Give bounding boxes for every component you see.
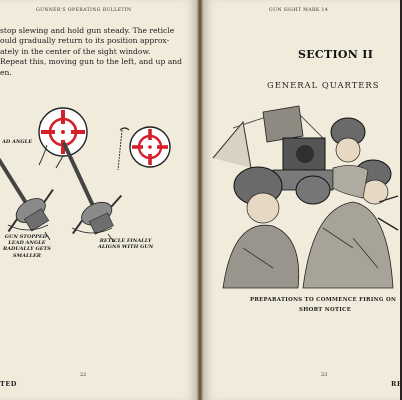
label-reticle-aligns: RETICLE FINALLY ALIGNS WITH GUN	[98, 238, 154, 251]
left-running-head: GUNNER'S OPERATING BULLETIN	[36, 8, 132, 13]
illustration-caption-line1: PREPARATIONS TO COMMENCE FIRING ON	[250, 297, 397, 303]
body-line: stop slewing and hold gun steady. The reticle	[0, 26, 175, 35]
label-gun-stopped: GUN STOPPED- LEAD ANGLE RADUALLY GETS SMALLER	[3, 234, 51, 259]
label-lead-angle: AD ANGLE	[2, 139, 33, 145]
right-footer: RE	[391, 380, 402, 388]
gun-crew-illustration	[203, 98, 400, 298]
right-page-number: 23	[321, 372, 328, 378]
section-subtitle: GENERAL QUARTERS	[267, 80, 380, 90]
left-page-number: 22	[80, 372, 87, 378]
left-page	[0, 0, 197, 400]
illustration-caption-line2: SHORT NOTICE	[299, 307, 352, 313]
right-page	[203, 0, 400, 400]
body-line: ately in the center of the sight window.	[0, 46, 151, 56]
body-line: en.	[0, 67, 12, 77]
reticle-icon-2	[130, 127, 170, 167]
body-line: Repeat this, moving gun to the left, and up and	[0, 57, 183, 67]
left-footer: TED	[0, 380, 17, 388]
section-title: SECTION II	[298, 48, 374, 61]
right-running-head: GUN SIGHT MARK 14	[269, 8, 329, 13]
body-line: ould gradually return to its position approx-	[0, 36, 170, 46]
